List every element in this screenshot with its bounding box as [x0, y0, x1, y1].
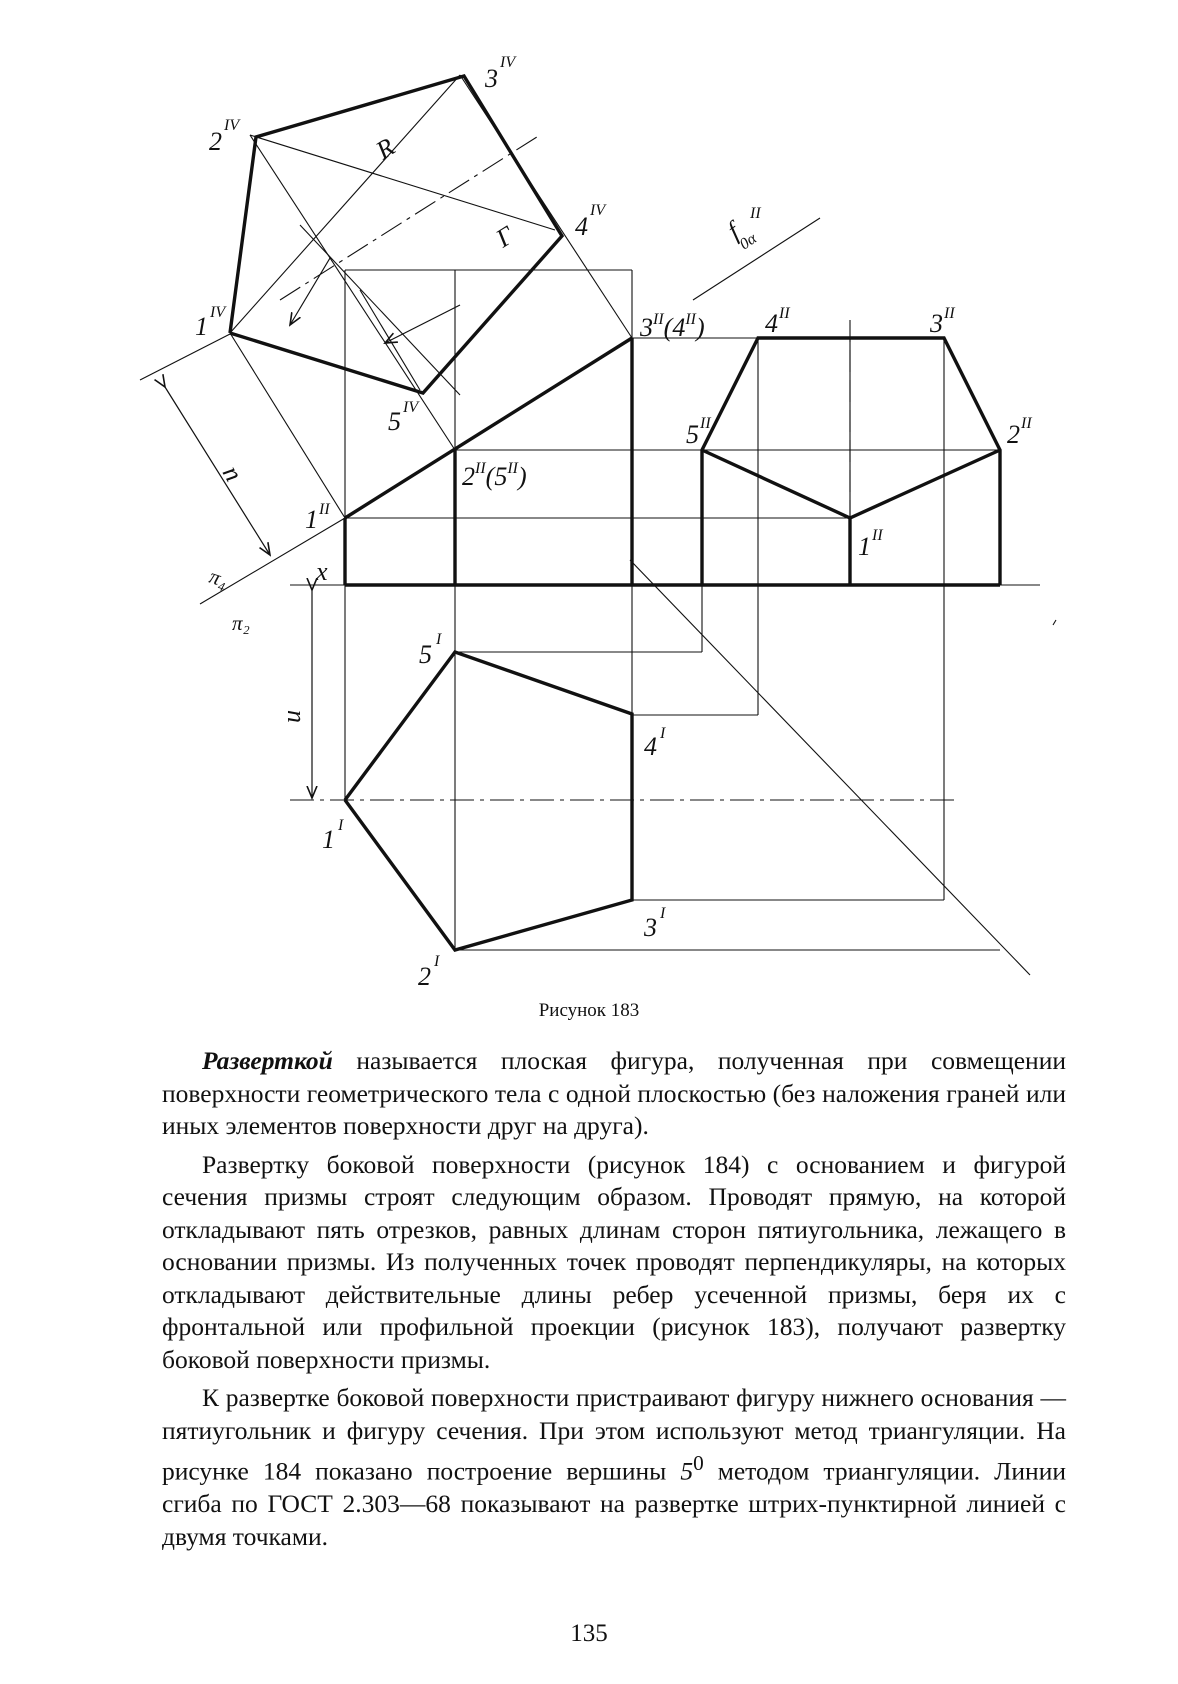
- label-5-pp-profile: 5: [686, 420, 699, 449]
- paragraph-lateral-surface: Развертку боковой поверхности (рисунок 184) с основанием и фигурой сечения призмы строят следующим образом. Проводят прямую, на которой откладывают пять отрезков, равных длинам сторон пятиугольника, лежащего в основании призмы. Из полученных точек проводят перпендикуляры, на которых откладывают действительные длины ребер усеченной призмы, беря их с фронтальной или профильной проекции (рисунок 183), получают развертку боковой поверхности призмы.: [162, 1149, 1066, 1374]
- label-3-4-pp: $3^{II}(4^{II})$: [640, 311, 705, 342]
- sup-5-pp-profile: II: [700, 415, 711, 432]
- label-2-p: 2: [418, 962, 431, 991]
- label-f0a-sup: II: [750, 205, 761, 222]
- label-1-p: 1: [322, 825, 335, 854]
- label-n-aux: n: [216, 460, 249, 487]
- sup-1-pp: II: [319, 501, 330, 518]
- paragraph-triangulation-b: методом триангуляции. Линии сгиба по ГОСТ 2.303—68 показывают на развертке штрих-пунктирной линией с двумя точками.: [162, 1456, 1066, 1551]
- label-f0a-sub: 0α: [736, 230, 760, 254]
- label-x: x: [316, 557, 328, 586]
- aux-view-pentagon: [230, 76, 562, 393]
- sup-2-p: I: [434, 953, 440, 970]
- label-2-5-pp: $2^{II}(5^{II})$: [462, 460, 527, 491]
- label-3-p: 3: [644, 913, 657, 942]
- label-1-iv: 1: [195, 312, 208, 341]
- paragraph-triangulation-a: К развертке боковой поверхности пристраивают фигуру нижнего основания — пятиугольник и фигуру сечения. При этом используют метод триангуляции. На рисунке 184 показано построение вершины: [162, 1383, 1066, 1486]
- label-r: R: [370, 132, 400, 166]
- profile-section: [702, 450, 1000, 518]
- label-f0a: f: [722, 216, 745, 245]
- sup-1-iv: IV: [210, 304, 226, 321]
- label-n-top: n: [282, 710, 311, 723]
- sup-2-iv: IV: [224, 117, 240, 134]
- label-5-p: 5: [419, 640, 432, 669]
- label-2-iv: 2: [209, 127, 222, 156]
- paragraph-definition-rest: называется плоская фигура, полученная при совмещении поверхности геометрического тела с одной плоскостью (без наложения граней или иных элементов поверхности друг на друга).: [162, 1046, 1066, 1140]
- label-4-p: 4: [644, 732, 657, 761]
- sup-3-p: I: [660, 905, 666, 922]
- label-4-iv: 4: [575, 212, 588, 241]
- label-pi4: π₄: [206, 563, 231, 593]
- term-razvertka: Разверткой: [202, 1046, 333, 1075]
- label-1-pp: 1: [305, 505, 318, 534]
- label-pi2: π₂: [232, 611, 250, 635]
- sup-4-pp-profile: II: [779, 305, 790, 322]
- label-4-pp-profile: 4: [765, 309, 778, 338]
- body-text: [162, 1045, 1066, 1559]
- sup-1-p: I: [338, 817, 344, 834]
- label-3-pp-profile: 3: [930, 309, 943, 338]
- sup-3-iv: IV: [500, 54, 516, 71]
- label-2-pp-profile: 2: [1007, 420, 1020, 449]
- label-g: Г: [490, 220, 519, 254]
- sup-4-iv: IV: [590, 202, 606, 219]
- sup-3-pp-profile: II: [944, 305, 955, 322]
- vertex-superscript: 0: [693, 1451, 704, 1475]
- sup-5-p: I: [436, 631, 442, 648]
- paragraph-triangulation: [162, 1382, 1066, 1553]
- figure-caption: Рисунок 183: [538, 1000, 640, 1021]
- paragraph-definition: [162, 1045, 1066, 1143]
- sup-4-p: I: [660, 725, 666, 742]
- label-1-pp-profile: 1: [858, 532, 871, 561]
- sup-2-pp-profile: II: [1021, 415, 1032, 432]
- label-5-iv: 5: [388, 407, 401, 436]
- top-view-pentagon: [345, 652, 632, 950]
- label-3-iv: 3: [485, 64, 498, 93]
- vertex-number: 5: [680, 1456, 694, 1486]
- point-labels: [195, 54, 1032, 991]
- page-number: 135: [570, 1620, 608, 1647]
- sup-1-pp-profile: II: [872, 527, 883, 544]
- sup-5-iv: IV: [403, 399, 419, 416]
